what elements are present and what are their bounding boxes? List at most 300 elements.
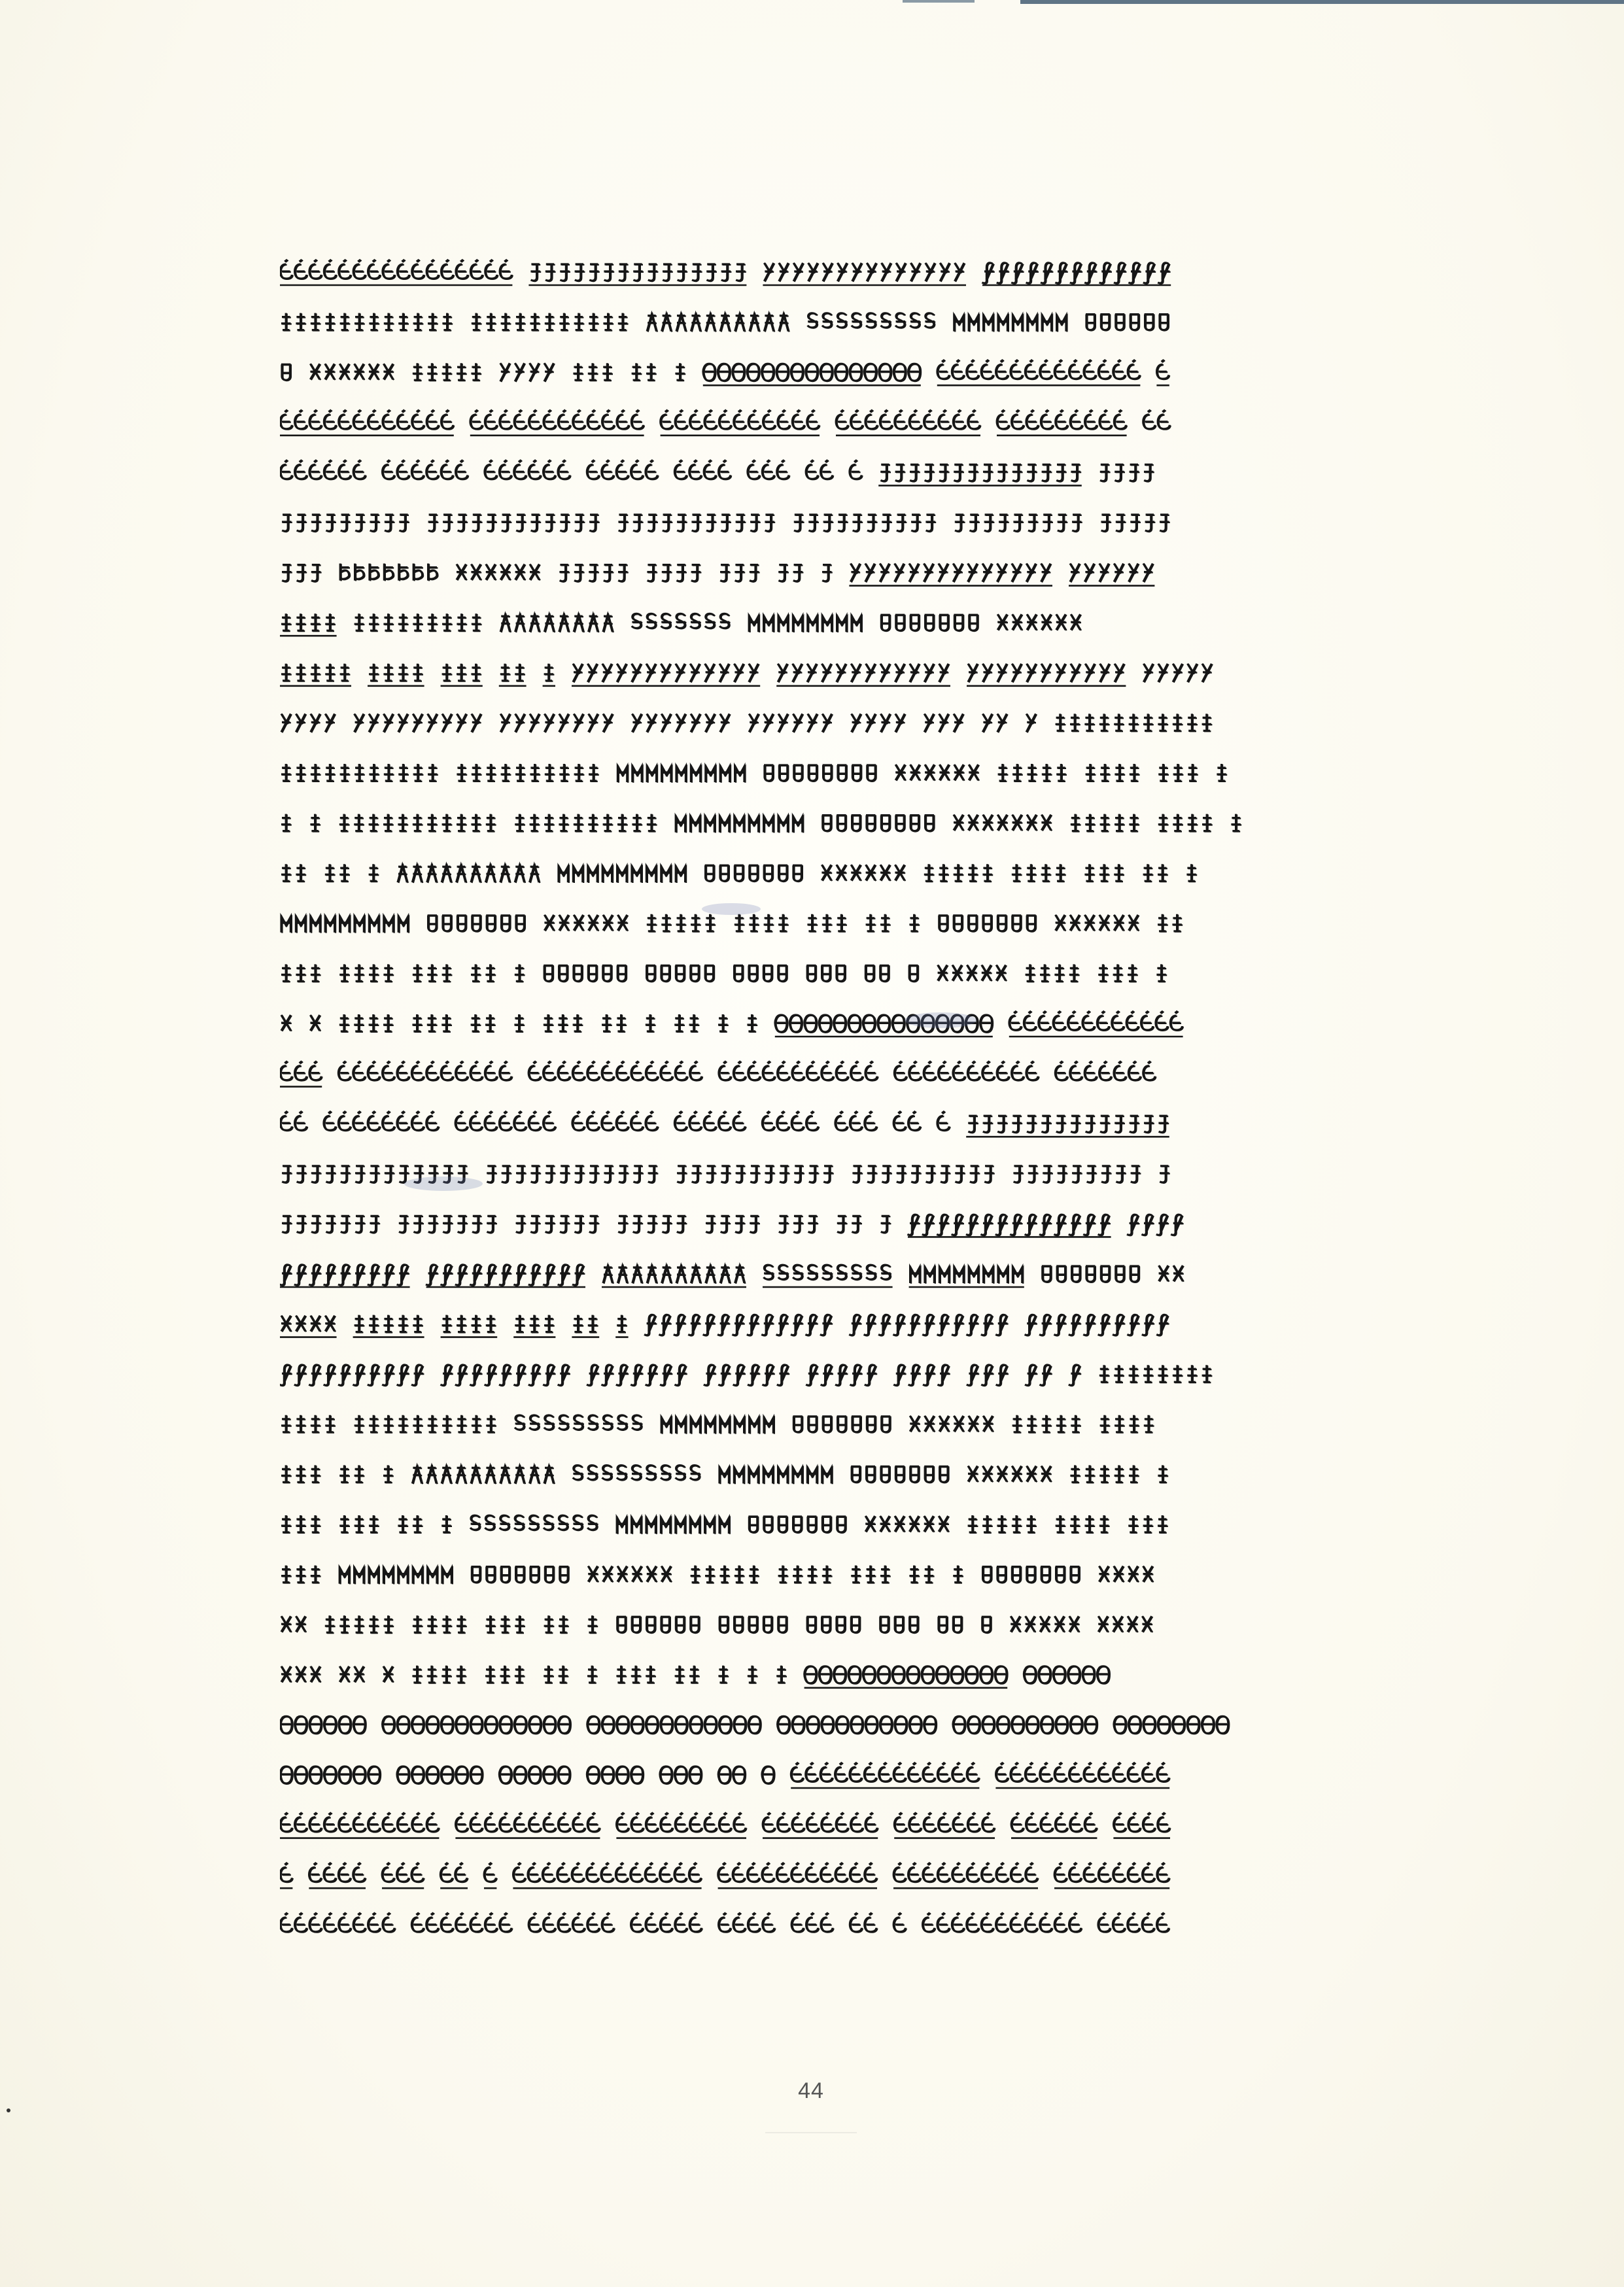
- typed-glyph: [864, 1315, 876, 1335]
- typed-glyph: [1039, 1666, 1051, 1684]
- typed-glyph: [689, 1014, 700, 1032]
- typed-glyph: [719, 1813, 731, 1832]
- typed-glyph: [558, 1913, 570, 1933]
- typed-glyph: [676, 565, 687, 582]
- typed-glyph: [530, 1216, 541, 1233]
- typed-glyph: [895, 865, 905, 881]
- typed-glyph: [486, 564, 496, 581]
- typed-glyph: [513, 1265, 526, 1286]
- typed-glyph: [865, 1516, 876, 1532]
- typed-glyph: [1085, 664, 1096, 683]
- typed-glyph: [602, 1913, 614, 1933]
- typed-glyph: [646, 363, 657, 381]
- typed-glyph: [428, 1568, 438, 1585]
- typed-glyph: [1156, 1011, 1168, 1031]
- typed-glyph: [646, 1061, 658, 1081]
- typed-glyph: [1070, 1813, 1082, 1832]
- typed-glyph: [1040, 360, 1052, 379]
- typed-glyph: [822, 1468, 833, 1484]
- typed-glyph: [1173, 664, 1183, 683]
- typed-glyph: [764, 914, 774, 932]
- typed-glyph: [1009, 1011, 1022, 1031]
- typed-glyph: [411, 1061, 424, 1081]
- typed-glyph: [1026, 916, 1037, 932]
- typed-glyph: [486, 1315, 496, 1333]
- typed-glyph: [370, 515, 380, 532]
- typed-glyph: [560, 1166, 570, 1183]
- typed-glyph: [412, 1014, 423, 1032]
- typed-glyph: [559, 1415, 569, 1430]
- typed-glyph: [353, 1365, 365, 1386]
- typed-glyph: [353, 260, 366, 279]
- typed-glyph: [471, 1315, 481, 1333]
- typed-glyph: [661, 1061, 673, 1081]
- typed-glyph: [1012, 564, 1022, 583]
- typed-glyph: [619, 1166, 629, 1183]
- typed-glyph: [413, 313, 424, 331]
- typed-glyph: [850, 1365, 862, 1386]
- typed-glyph: [310, 364, 320, 380]
- typed-glyph: [457, 764, 467, 782]
- typed-glyph: [573, 1813, 585, 1832]
- typed-glyph: [1012, 815, 1023, 831]
- typed-glyph: [499, 460, 511, 479]
- typed-glyph: [1115, 315, 1126, 331]
- typed-glyph: [573, 363, 583, 381]
- typed-glyph: [852, 765, 862, 782]
- typed-glyph: [515, 615, 526, 632]
- typed-glyph: [734, 865, 744, 882]
- typed-glyph: [719, 1061, 731, 1081]
- typed-glyph: [777, 460, 789, 479]
- typed-glyph: [778, 1061, 790, 1081]
- typed-glyph: [705, 1566, 716, 1583]
- typed-glyph: [589, 1216, 600, 1233]
- typed-glyph: [661, 965, 671, 982]
- typed-glyph: [296, 1316, 306, 1332]
- typed-glyph: [515, 564, 526, 581]
- typed-glyph: [413, 1216, 424, 1233]
- typed-glyph: [968, 564, 978, 583]
- typed-glyph: [969, 765, 979, 781]
- typed-glyph: [1130, 464, 1140, 481]
- typed-glyph: [864, 364, 876, 381]
- typed-glyph: [866, 714, 876, 732]
- typed-glyph: [1114, 410, 1126, 430]
- typed-glyph: [736, 264, 746, 281]
- typed-glyph: [355, 515, 366, 532]
- typed-glyph: [704, 1813, 717, 1832]
- typed-glyph: [661, 914, 672, 932]
- typed-glyph: [1172, 914, 1183, 932]
- typed-glyph: [997, 1567, 1007, 1583]
- typed-glyph: [1130, 1266, 1140, 1282]
- typed-glyph: [925, 1267, 935, 1284]
- typed-glyph: [1056, 864, 1066, 882]
- typed-glyph: [632, 1216, 643, 1233]
- typed-glyph: [281, 664, 292, 681]
- typed-glyph: [850, 460, 862, 479]
- typed-glyph: [354, 313, 365, 331]
- typed-glyph: [515, 1415, 525, 1430]
- typed-glyph: [615, 1863, 628, 1882]
- typed-glyph: [1098, 1913, 1111, 1933]
- typed-glyph: [691, 1566, 701, 1583]
- typed-glyph: [399, 1216, 409, 1233]
- typed-glyph: [821, 865, 832, 881]
- typed-glyph: [368, 1766, 381, 1784]
- typed-glyph: [353, 1766, 366, 1784]
- typed-glyph: [851, 1813, 863, 1832]
- typed-glyph: [691, 817, 701, 833]
- typed-glyph: [690, 664, 700, 683]
- typed-glyph: [1158, 1116, 1169, 1133]
- typed-glyph: [1011, 1763, 1023, 1782]
- typed-glyph: [309, 410, 322, 430]
- typed-glyph: [1099, 915, 1110, 931]
- typed-glyph: [309, 1061, 322, 1081]
- typed-glyph: [982, 1813, 995, 1832]
- typed-glyph: [648, 515, 658, 532]
- typed-glyph: [588, 1566, 598, 1583]
- typed-glyph: [1113, 964, 1124, 982]
- typed-glyph: [674, 460, 687, 479]
- typed-glyph: [618, 515, 629, 532]
- typed-glyph: [514, 1111, 527, 1131]
- typed-glyph: [500, 1515, 510, 1530]
- typed-glyph: [749, 1566, 759, 1583]
- typed-glyph: [970, 1166, 980, 1183]
- typed-glyph: [647, 1566, 657, 1583]
- typed-glyph: [603, 313, 613, 331]
- typed-glyph: [603, 814, 613, 832]
- typed-glyph: [1056, 1716, 1068, 1734]
- typed-glyph: [820, 1763, 833, 1782]
- typed-glyph: [765, 1166, 775, 1183]
- typed-glyph: [1098, 1863, 1111, 1882]
- typed-glyph: [281, 1666, 292, 1683]
- typed-glyph: [893, 1863, 906, 1882]
- typed-glyph: [457, 1415, 467, 1433]
- typed-glyph: [662, 766, 672, 783]
- typed-glyph: [602, 1415, 613, 1430]
- typed-glyph: [866, 1417, 876, 1433]
- typed-glyph: [1027, 1466, 1037, 1482]
- typed-glyph: [939, 410, 951, 430]
- typed-glyph: [281, 613, 292, 631]
- typed-glyph: [776, 1863, 789, 1882]
- typed-glyph: [821, 460, 833, 479]
- typed-glyph: [1011, 263, 1024, 284]
- typed-glyph: [500, 615, 511, 632]
- typed-glyph: [851, 410, 863, 430]
- typed-glyph: [456, 1813, 468, 1832]
- typed-glyph: [1026, 864, 1037, 882]
- typed-glyph: [954, 765, 965, 781]
- typed-glyph: [880, 1716, 892, 1734]
- typed-glyph: [589, 264, 600, 281]
- typed-glyph: [749, 664, 759, 683]
- typed-glyph: [513, 1365, 526, 1386]
- typed-glyph: [981, 360, 993, 379]
- typed-glyph: [340, 664, 351, 681]
- typed-glyph: [1085, 410, 1097, 430]
- typed-glyph: [559, 764, 570, 782]
- typed-glyph: [632, 1518, 642, 1534]
- typed-glyph: [661, 1466, 671, 1481]
- typed-glyph: [516, 515, 527, 532]
- typed-glyph: [339, 410, 351, 430]
- typed-glyph: [895, 410, 907, 430]
- typed-glyph: [865, 1913, 877, 1933]
- typed-glyph: [413, 1615, 423, 1633]
- typed-glyph: [646, 1014, 656, 1032]
- typed-glyph: [852, 263, 863, 282]
- typed-glyph: [368, 1913, 381, 1933]
- typed-glyph: [880, 1617, 890, 1633]
- typed-glyph: [866, 914, 876, 932]
- typed-glyph: [383, 814, 394, 832]
- typed-glyph: [354, 714, 365, 732]
- typed-glyph: [983, 1416, 993, 1432]
- typed-glyph: [676, 1518, 686, 1534]
- typed-glyph: [895, 1466, 905, 1483]
- typed-glyph: [1025, 1214, 1037, 1235]
- typed-glyph: [324, 1813, 336, 1832]
- typed-glyph: [441, 260, 454, 279]
- typed-glyph: [631, 1863, 643, 1882]
- typed-glyph: [428, 613, 438, 631]
- typed-glyph: [1100, 1415, 1111, 1433]
- typed-glyph: [967, 1061, 980, 1081]
- typed-glyph: [545, 1166, 556, 1183]
- typed-glyph: [1157, 1763, 1169, 1782]
- typed-glyph: [762, 1365, 774, 1386]
- typed-glyph: [354, 1315, 365, 1333]
- typed-glyph: [925, 816, 935, 832]
- typed-glyph: [530, 865, 540, 883]
- typed-glyph: [1145, 515, 1156, 532]
- typed-glyph: [894, 1617, 905, 1633]
- typed-glyph: [793, 1468, 803, 1484]
- typed-glyph: [880, 410, 892, 430]
- typed-glyph: [1054, 1913, 1067, 1933]
- typed-glyph: [1098, 1763, 1111, 1782]
- typed-glyph: [909, 1061, 922, 1081]
- typed-glyph: [502, 515, 512, 532]
- typed-glyph: [398, 865, 408, 883]
- typed-glyph: [910, 816, 920, 832]
- typed-glyph: [413, 714, 423, 732]
- typed-glyph: [923, 1763, 935, 1782]
- typed-glyph: [338, 1061, 351, 1081]
- typed-glyph: [647, 315, 657, 332]
- typed-glyph: [281, 814, 292, 832]
- typed-glyph: [296, 1166, 307, 1183]
- typed-glyph: [1144, 1415, 1154, 1433]
- typed-glyph: [982, 1466, 993, 1482]
- typed-glyph: [573, 1315, 583, 1333]
- typed-glyph: [836, 1716, 848, 1734]
- typed-glyph: [486, 916, 496, 932]
- typed-glyph: [1187, 1716, 1200, 1734]
- typed-glyph: [427, 1666, 438, 1683]
- typed-glyph: [353, 1111, 366, 1131]
- typed-glyph: [616, 1014, 627, 1032]
- typed-glyph: [1056, 1567, 1066, 1583]
- typed-glyph: [602, 460, 614, 479]
- typed-glyph: [383, 613, 394, 631]
- typed-glyph: [1041, 1567, 1051, 1583]
- typed-glyph: [983, 1116, 993, 1133]
- typed-glyph: [968, 1515, 978, 1533]
- typed-glyph: [280, 1813, 292, 1832]
- typed-glyph: [354, 1666, 365, 1683]
- typed-glyph: [486, 814, 496, 832]
- typed-glyph: [719, 664, 730, 683]
- typed-glyph: [587, 460, 599, 479]
- typed-glyph: [280, 410, 292, 430]
- typed-glyph: [674, 1014, 685, 1032]
- typed-glyph: [397, 410, 409, 430]
- typed-glyph: [1129, 1465, 1139, 1483]
- typed-glyph: [893, 1111, 906, 1131]
- typed-glyph: [588, 1415, 598, 1430]
- typed-glyph: [296, 313, 306, 331]
- typed-glyph: [750, 1166, 761, 1183]
- typed-glyph: [412, 260, 424, 279]
- typed-glyph: [646, 460, 658, 479]
- typed-glyph: [662, 1266, 672, 1284]
- typed-glyph: [515, 1666, 525, 1683]
- typed-glyph: [1129, 714, 1139, 731]
- typed-glyph: [559, 565, 570, 582]
- typed-glyph: [544, 1515, 554, 1530]
- typed-glyph: [574, 915, 584, 931]
- typed-glyph: [1173, 1265, 1184, 1282]
- typed-glyph: [383, 1615, 394, 1633]
- typed-glyph: [778, 1517, 788, 1533]
- typed-glyph: [558, 1515, 568, 1530]
- typed-glyph: [852, 515, 863, 532]
- typed-glyph: [808, 616, 818, 632]
- typed-glyph: [441, 460, 453, 479]
- typed-glyph: [295, 460, 307, 479]
- typed-glyph: [1025, 1913, 1037, 1933]
- typed-glyph: [938, 1617, 948, 1633]
- typed-glyph: [1159, 1265, 1169, 1282]
- typed-glyph: [603, 915, 613, 931]
- typed-glyph: [848, 1666, 861, 1684]
- typed-glyph: [325, 864, 336, 882]
- typed-glyph: [675, 1913, 687, 1933]
- typed-glyph: [384, 313, 394, 331]
- typed-glyph: [281, 313, 292, 331]
- typed-glyph: [675, 1617, 685, 1633]
- typed-glyph: [1071, 664, 1081, 683]
- typed-glyph: [296, 864, 306, 882]
- typed-glyph: [295, 1913, 307, 1933]
- typed-glyph: [939, 1466, 950, 1483]
- typed-glyph: [587, 1365, 599, 1386]
- typed-glyph: [939, 1813, 951, 1832]
- typed-glyph: [939, 664, 950, 683]
- typed-glyph: [661, 1518, 671, 1534]
- typed-glyph: [880, 664, 891, 683]
- typed-glyph: [1128, 1616, 1138, 1632]
- typed-glyph: [311, 565, 322, 582]
- typed-glyph: [311, 1666, 321, 1683]
- typed-glyph: [1101, 515, 1111, 532]
- typed-glyph: [516, 1216, 527, 1233]
- typed-glyph: [544, 1716, 556, 1734]
- typed-glyph: [646, 1813, 658, 1832]
- typed-glyph: [907, 1666, 920, 1684]
- typed-glyph: [572, 1111, 585, 1131]
- typed-glyph: [691, 914, 701, 932]
- typed-glyph: [996, 965, 1007, 981]
- typed-glyph: [487, 515, 497, 532]
- typed-glyph: [733, 1766, 746, 1784]
- typed-glyph: [398, 664, 409, 681]
- typed-glyph: [969, 515, 980, 532]
- typed-glyph: [1158, 1515, 1168, 1533]
- typed-glyph: [822, 914, 833, 932]
- typed-glyph: [823, 1166, 834, 1183]
- typed-glyph: [997, 1061, 1009, 1081]
- typed-glyph: [514, 460, 527, 479]
- typed-glyph: [661, 867, 672, 883]
- typed-glyph: [1158, 714, 1168, 731]
- typed-glyph: [880, 865, 891, 881]
- typed-glyph: [719, 1518, 730, 1534]
- typed-glyph: [952, 1617, 963, 1633]
- typed-glyph: [1127, 1315, 1139, 1335]
- typed-glyph: [353, 460, 366, 479]
- typed-glyph: [952, 1913, 964, 1933]
- typed-glyph: [852, 1265, 862, 1280]
- typed-glyph: [573, 867, 583, 883]
- typed-glyph: [632, 1266, 643, 1284]
- typed-glyph: [325, 364, 336, 380]
- typed-glyph: [1128, 1061, 1141, 1081]
- typed-glyph: [281, 1465, 292, 1483]
- typed-glyph: [631, 460, 644, 479]
- typed-glyph: [470, 1111, 483, 1131]
- typed-glyph: [340, 917, 351, 933]
- typed-glyph: [311, 1515, 321, 1533]
- typed-glyph: [955, 515, 965, 532]
- typed-glyph: [691, 766, 701, 783]
- typed-glyph: [485, 1111, 497, 1131]
- typed-glyph: [1084, 864, 1095, 882]
- typed-glyph: [1026, 1515, 1037, 1533]
- typed-glyph: [865, 1061, 878, 1081]
- typed-glyph: [735, 766, 746, 783]
- typed-glyph: [983, 464, 993, 481]
- typed-glyph: [748, 1913, 760, 1933]
- typed-glyph: [1114, 464, 1125, 481]
- typed-glyph: [823, 263, 833, 282]
- typed-glyph: [835, 1365, 848, 1386]
- typed-glyph: [1054, 1315, 1066, 1335]
- typed-glyph: [1069, 360, 1082, 379]
- typed-glyph: [617, 1566, 628, 1583]
- typed-glyph: [1069, 964, 1080, 982]
- typed-glyph: [749, 616, 759, 632]
- typed-glyph: [718, 1766, 731, 1784]
- typed-glyph: [311, 917, 321, 933]
